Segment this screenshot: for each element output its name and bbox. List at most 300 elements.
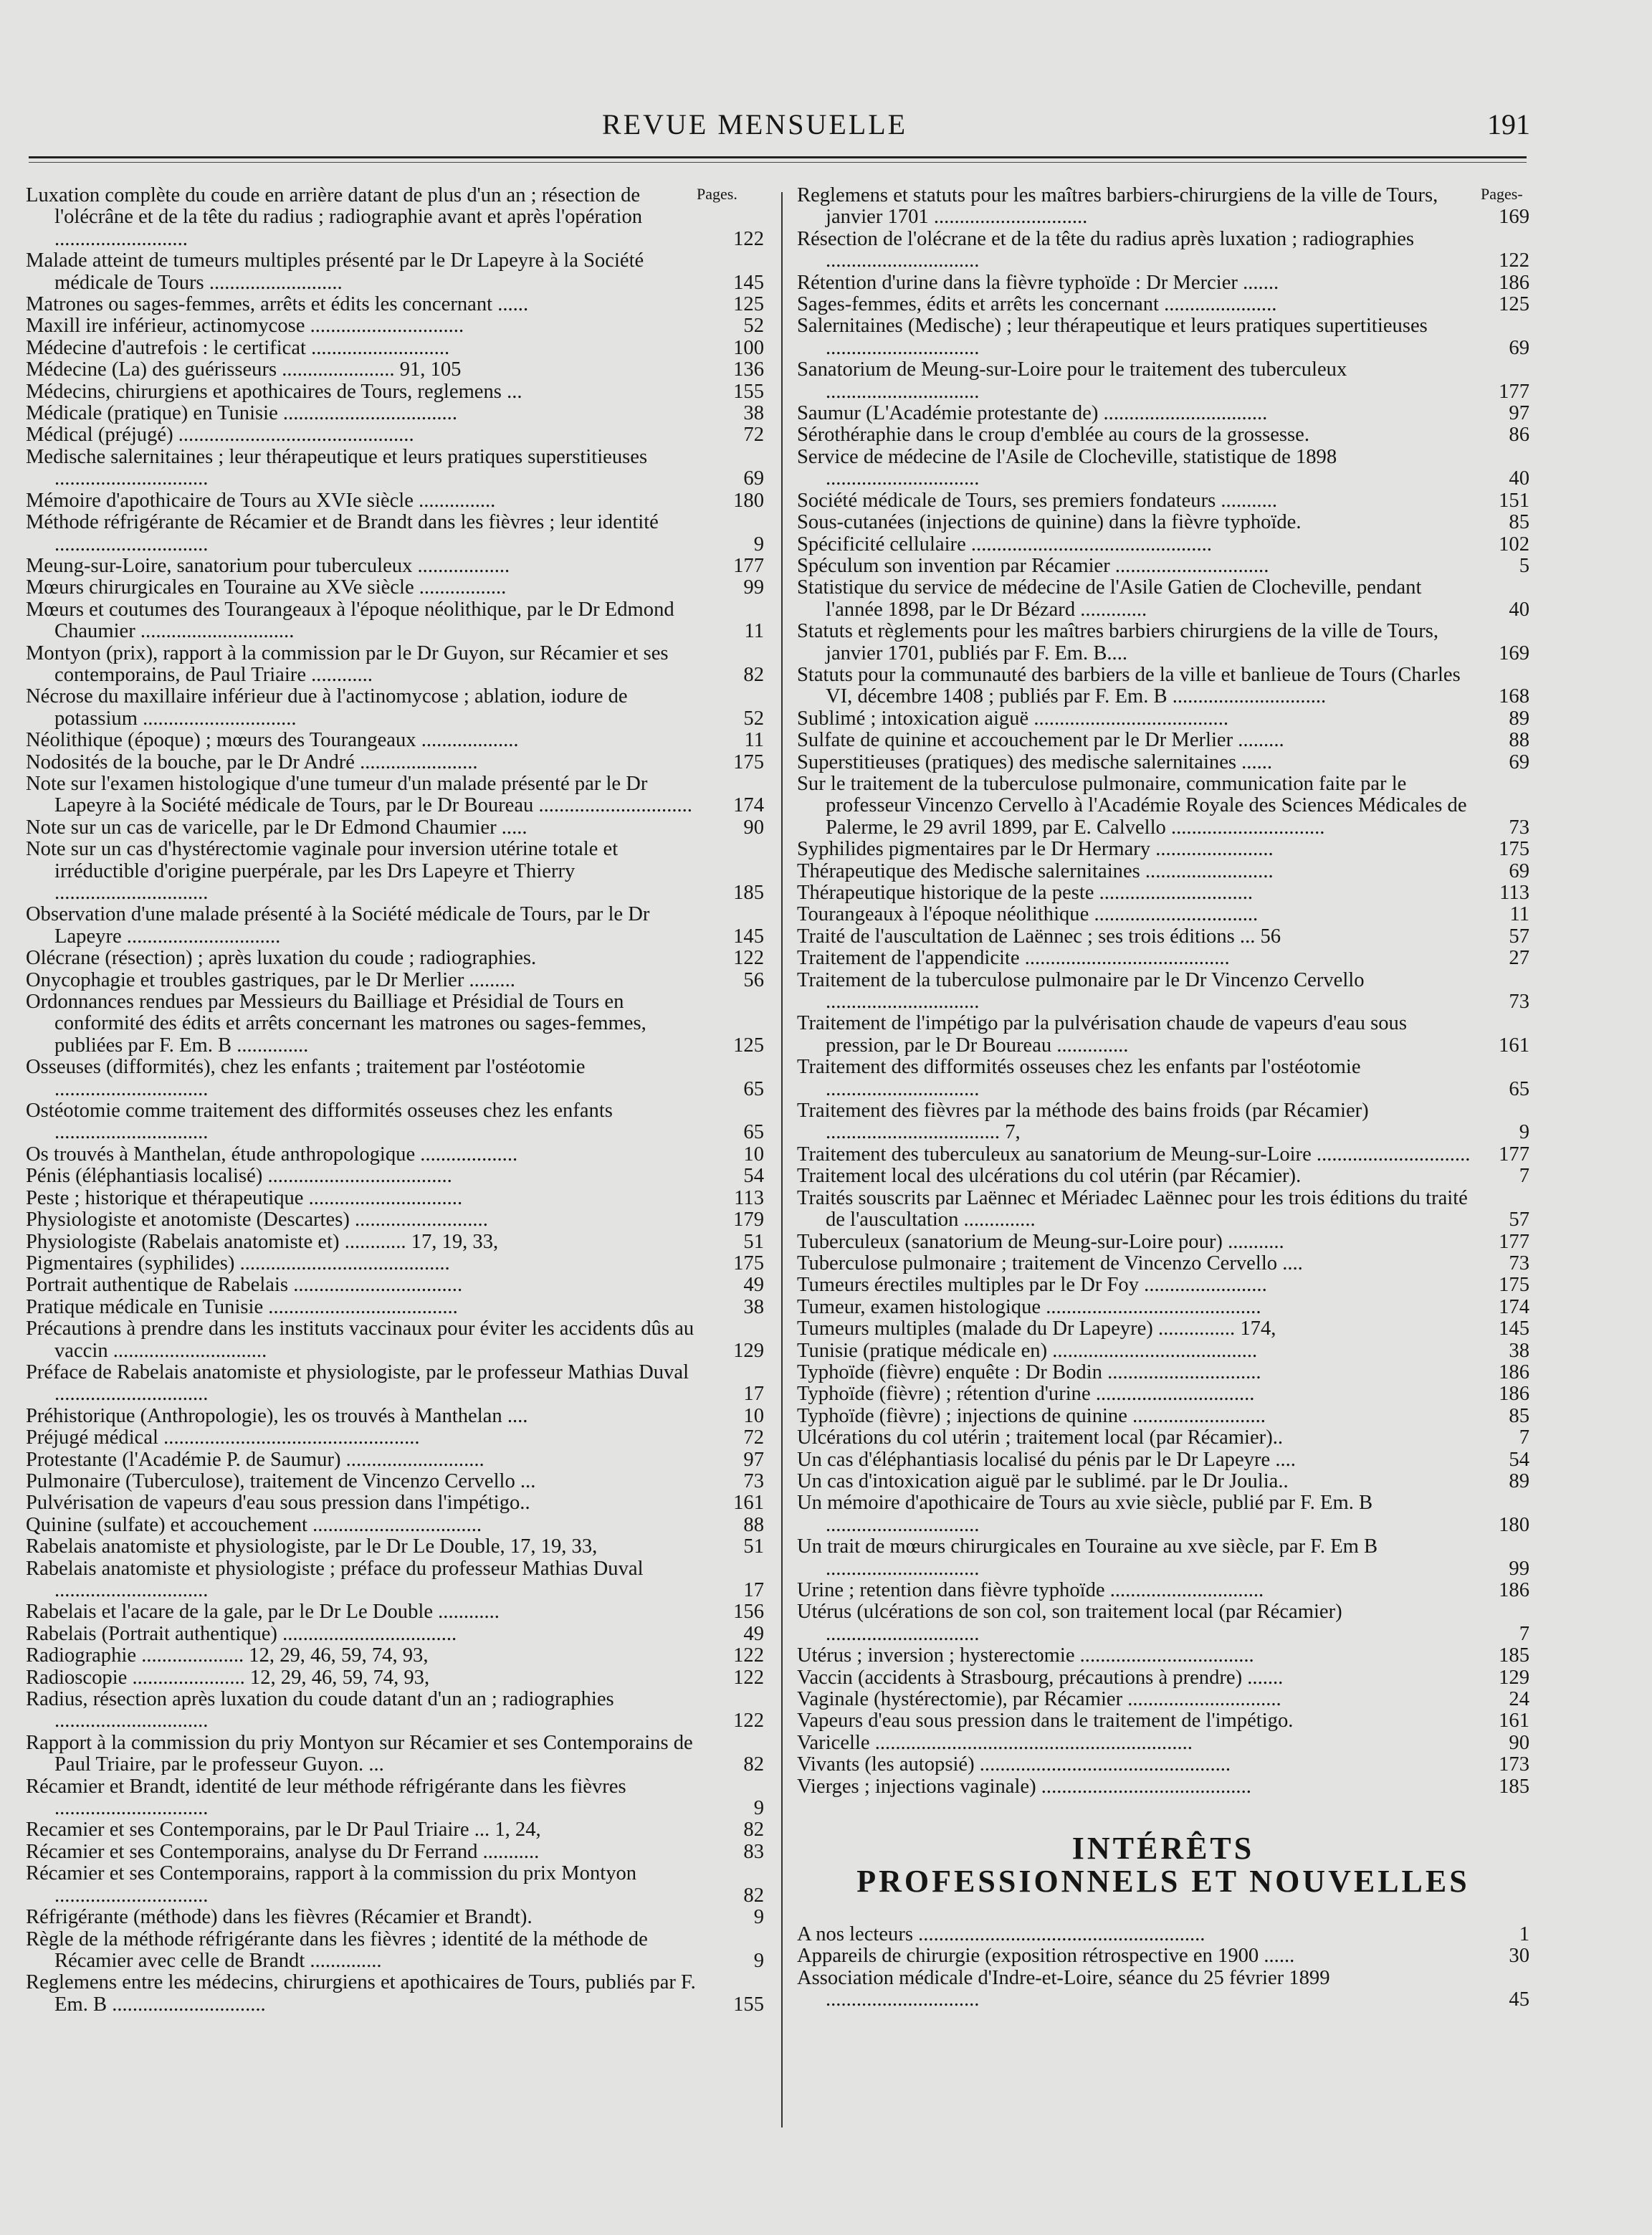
entry-page-number: 49 (743, 1274, 764, 1297)
index-entry (797, 1013, 1529, 1057)
pages-header-right: Pages- (1481, 185, 1523, 203)
index-entry (26, 1427, 764, 1449)
entry-text: Saumur (L'Académie protestante de) ................................ (797, 402, 1268, 425)
index-entry (26, 599, 764, 643)
index-entry (26, 839, 764, 904)
running-head: REVUE MENSUELLE (602, 108, 908, 140)
entry-text: Rabelais et l'acare de la gale, par le Dr Le Double ............ (26, 1601, 500, 1624)
entry-text: Tumeurs multiples (malade du Dr Lapeyre) ............... 174, (797, 1317, 1276, 1340)
entry-page-number: 89 (1509, 707, 1529, 730)
index-entry (797, 1776, 1529, 1798)
index-entry (26, 1057, 764, 1100)
entry-text: A nos lecteurs ........................................................ (797, 1923, 1205, 1946)
entry-text: Rétention d'urine dans la fièvre typhoïde : Dr Mercier ....... (797, 271, 1279, 294)
entry-text: Pénis (éléphantiasis localisé) .................................... (26, 1165, 452, 1188)
entry-page-number: 69 (1509, 750, 1529, 773)
index-entry (26, 1492, 764, 1514)
entry-text: Protestante (l'Académie P. de Saumur) ........................... (26, 1448, 484, 1471)
entry-text: Vaccin (accidents à Strasbourg, précautions à prendre) ....... (797, 1666, 1284, 1689)
entry-page-number: 151 (1499, 489, 1529, 512)
entry-text: Salernitaines (Medische) ; leur thérapeutique et leurs pratiques supertitieuses .............................. (797, 315, 1428, 359)
entry-page-number: 83 (743, 1840, 764, 1863)
entry-page-number: 89 (1509, 1469, 1529, 1492)
index-entry (26, 752, 764, 773)
entry-page-number: 122 (733, 1710, 764, 1733)
index-entry (797, 708, 1529, 730)
entry-page-number: 177 (1499, 1143, 1529, 1166)
entry-text: Récamier et ses Contemporains, analyse du Dr Ferrand ........... (26, 1840, 540, 1863)
entry-page-number: 38 (743, 402, 764, 425)
entry-page-number: 102 (1499, 533, 1529, 556)
entry-page-number: 7 (1519, 1426, 1529, 1449)
entry-text: Physiologiste (Rabelais anatomiste et) ............ 17, 19, 33, (26, 1230, 499, 1253)
entry-page-number: 169 (1499, 642, 1529, 664)
index-entry (26, 1624, 764, 1645)
entry-page-number: 54 (743, 1165, 764, 1188)
index-entry (797, 294, 1529, 315)
entry-page-number: 1 (1519, 1923, 1529, 1946)
entry-text: Préhistorique (Anthropologie), les os trouvés à Manthelan .... (26, 1404, 528, 1427)
entry-page-number: 9 (753, 533, 764, 556)
index-entry (797, 1362, 1529, 1383)
entry-page-number: 7 (1519, 1165, 1529, 1188)
entry-page-number: 100 (733, 336, 764, 359)
index-entry (797, 1945, 1529, 1967)
index-entry (797, 1733, 1529, 1754)
index-column-right (797, 185, 1529, 2011)
entry-text: Rabelais anatomiste et physiologiste, par le Dr Le Double, 17, 19, 33, (26, 1535, 598, 1558)
entry-page-number: 179 (733, 1209, 764, 1231)
entry-text: Rapport à la commission du priy Montyon sur Récamier et ses Contemporains de Paul Triaire, par le professeur Guyon. ... (26, 1731, 693, 1776)
index-entry (797, 1318, 1529, 1340)
index-entry (797, 1340, 1529, 1362)
entry-page-number: 11 (744, 729, 764, 752)
entry-text: Sulfate de quinine et accouchement par le Dr Merlier ......... (797, 729, 1284, 752)
index-entry (797, 664, 1529, 708)
entry-page-number: 180 (1499, 1513, 1529, 1536)
entry-page-number: 161 (1499, 1034, 1529, 1057)
index-entry (797, 730, 1529, 751)
entry-page-number: 88 (743, 1513, 764, 1536)
index-entry (26, 1100, 764, 1144)
entry-page-number: 99 (743, 576, 764, 599)
index-entry (797, 315, 1529, 359)
entry-text: Un trait de mœurs chirurgicales en Touraine au xve siècle, par F. Em B .............................. (797, 1535, 1378, 1580)
index-entry (797, 1144, 1529, 1166)
index-entry (797, 185, 1529, 229)
entry-page-number: 5 (1519, 554, 1529, 577)
entry-text: Pulmonaire (Tuberculose), traitement de Vincenzo Cervello ... (26, 1469, 536, 1492)
entry-page-number: 125 (1499, 293, 1529, 316)
entry-text: Méthode réfrigérante de Récamier et de Brandt dans les fièvres ; leur identité .............................. (26, 511, 659, 556)
entry-text: Portrait authentique de Rabelais ................................. (26, 1274, 463, 1297)
entry-page-number: 113 (734, 1186, 764, 1209)
entry-page-number: 82 (743, 1753, 764, 1776)
index-entry (797, 948, 1529, 969)
entry-text: Néolithique (époque) ; mœurs des Tourangeaux ................... (26, 729, 519, 752)
entry-text: Sages-femmes, édits et arrêts les concernant ...................... (797, 293, 1277, 316)
entry-text: Varicelle .............................................................. (797, 1731, 1193, 1754)
entry-text: Malade atteint de tumeurs multiples présenté par le Dr Lapeyre à la Société médicale de Tours .......................... (26, 249, 644, 294)
index-entry (26, 817, 764, 839)
entry-page-number: 40 (1509, 598, 1529, 621)
entry-page-number: 73 (1509, 816, 1529, 839)
index-entry (26, 1733, 764, 1776)
entry-page-number: 180 (733, 489, 764, 512)
index-entry (26, 1253, 764, 1274)
index-entry (797, 904, 1529, 925)
entry-page-number: 69 (1509, 336, 1529, 359)
index-entry (797, 1449, 1529, 1471)
index-entry (26, 294, 764, 315)
index-entry (797, 424, 1529, 446)
entry-text: Vivants (les autopsié) ................................................. (797, 1753, 1231, 1776)
entry-text: Traitement de la tuberculose pulmonaire par le Dr Vincenzo Cervello .............................. (797, 968, 1365, 1014)
entry-page-number: 17 (743, 1383, 764, 1406)
index-entry (26, 359, 764, 381)
entry-page-number: 185 (1499, 1644, 1529, 1667)
entry-page-number: 65 (743, 1121, 764, 1144)
entry-page-number: 45 (1509, 1988, 1529, 2011)
entry-page-number: 51 (743, 1535, 764, 1558)
index-entry (797, 621, 1529, 664)
entry-text: Typhoïde (fièvre) enquête : Dr Bodin .............................. (797, 1360, 1261, 1383)
index-entry (797, 1253, 1529, 1274)
entry-text: Utérus (ulcérations de son col, son traitement local (par Récamier) .............................. (797, 1601, 1342, 1645)
index-entry (797, 1536, 1529, 1580)
entry-page-number: 24 (1509, 1688, 1529, 1711)
index-entry (797, 1710, 1529, 1732)
index-entry (26, 1863, 764, 1907)
entry-text: Utérus ; inversion ; hysterectomie .................................. (797, 1644, 1254, 1667)
entry-text: Médecins, chirurgiens et apothicaires de Tours, reglemens ... (26, 380, 522, 403)
entry-page-number: 72 (743, 1426, 764, 1449)
entry-text: Observation d'une malade présenté à la Société médicale de Tours, par le Dr Lapeyre .............................. (26, 903, 650, 948)
entry-text: Traitement local des ulcérations du col utérin (par Récamier). (797, 1165, 1302, 1188)
entry-page-number: 122 (733, 1666, 764, 1689)
entry-text: Vapeurs d'eau sous pression dans le traitement de l'impétigo. (797, 1710, 1294, 1733)
index-entry (26, 773, 764, 817)
entry-text: Récamier et ses Contemporains, rapport à la commission du prix Montyon .............................. (26, 1862, 637, 1907)
index-entry (26, 1972, 764, 2016)
entry-text: Radiographie .................... 12, 29, 46, 59, 74, 93, (26, 1644, 429, 1667)
entry-text: Osseuses (difformités), chez les enfants ; traitement par l'ostéotomie .............................. (26, 1056, 586, 1100)
entry-page-number: 7 (1519, 1622, 1529, 1645)
entry-text: Radioscopie ...................... 12, 29, 46, 59, 74, 93, (26, 1666, 430, 1689)
entry-text: Nécrose du maxillaire inférieur due à l'actinomycose ; ablation, iodure de potassium .............................. (26, 685, 628, 730)
index-entry (797, 839, 1529, 860)
index-entry (26, 447, 764, 490)
entry-page-number: 145 (733, 271, 764, 294)
section-title-line2: PROFESSIONNELS ET NOUVELLES (856, 1864, 1470, 1900)
entry-text: Superstitieuses (pratiques) des medische salernitaines ...... (797, 750, 1273, 773)
index-entry (797, 1297, 1529, 1318)
entry-text: Un mémoire d'apothicaire de Tours au xvie siècle, publié par F. Em. B .............................. (797, 1492, 1373, 1536)
entry-text: Tunisie (pratique médicale en) ........................................ (797, 1339, 1258, 1362)
entry-text: Luxation complète du coude en arrière datant de plus d'un an ; résection de l'olécrâne et de la tête du radius ; radiographie avant et après l'opération .......................... (26, 184, 643, 250)
entry-text: Ostéotomie comme traitement des difformités osseuses chez les enfants .............................. (26, 1100, 613, 1144)
entry-text: Sous-cutanées (injections de quinine) dans la fièvre typhoïde. (797, 511, 1302, 534)
entry-text: Olécrane (résection) ; après luxation du coude ; radiographies. (26, 947, 537, 970)
index-entry (26, 512, 764, 556)
index-entry (26, 904, 764, 948)
index-entry (797, 1754, 1529, 1776)
entry-page-number: 86 (1509, 424, 1529, 447)
entry-page-number: 82 (743, 1884, 764, 1907)
index-entry (26, 1144, 764, 1166)
entry-page-number: 69 (743, 467, 764, 490)
entry-text: Tumeur, examen histologique .......................................... (797, 1295, 1261, 1318)
entry-text: Maxill ire inférieur, actinomycose .............................. (26, 315, 464, 338)
index-entry (797, 1383, 1529, 1405)
pages-header-left: Pages. (697, 185, 737, 203)
entry-page-number: 65 (1509, 1077, 1529, 1100)
entry-page-number: 145 (1499, 1317, 1529, 1340)
entry-text: Médecine d'autrefois : le certificat ........................... (26, 336, 450, 359)
entry-page-number: 169 (1499, 206, 1529, 229)
entry-text: Reglemens entre les médecins, chirurgiens et apothicaires de Tours, publiés par F. Em. B .............................. (26, 1971, 696, 2016)
index-entry (26, 424, 764, 446)
entry-page-number: 56 (743, 968, 764, 991)
entry-text: Peste ; historique et thérapeutique .............................. (26, 1186, 463, 1209)
index-entry (26, 315, 764, 337)
entry-text: Syphilides pigmentaires par le Dr Hermary ....................... (797, 838, 1274, 861)
entry-text: Sérothéraphie dans le croup d'emblée au cours de la grossesse. (797, 424, 1309, 447)
entry-page-number: 186 (1499, 271, 1529, 294)
entry-page-number: 99 (1509, 1557, 1529, 1580)
index-entry (797, 882, 1529, 904)
entry-page-number: 9 (753, 1906, 764, 1929)
index-entry (26, 1841, 764, 1863)
entry-page-number: 173 (1499, 1753, 1529, 1776)
index-entry (797, 970, 1529, 1014)
entry-text: Mœurs et coutumes des Tourangeaux à l'époque néolithique, par le Dr Edmond Chaumier .............................. (26, 598, 674, 643)
index-entry (797, 577, 1529, 621)
entry-page-number: 122 (1499, 249, 1529, 272)
index-entry (26, 577, 764, 599)
entry-text: Résection de l'olécrane et de la tête du radius après luxation ; radiographies .............................. (797, 227, 1415, 272)
entry-page-number: 40 (1509, 467, 1529, 490)
entry-page-number: 168 (1499, 685, 1529, 708)
index-entry (797, 403, 1529, 424)
entry-text: Rabelais anatomiste et physiologiste ; préface du professeur Mathias Duval .............................. (26, 1557, 644, 1601)
index-entry (26, 1166, 764, 1187)
entry-text: Vierges ; injections vaginale) ......................................... (797, 1775, 1251, 1798)
entry-page-number: 129 (733, 1339, 764, 1362)
entry-text: Traitement de l'impétigo par la pulvérisation chaude de vapeurs d'eau sous pression, par le Dr Boureau .............. (797, 1012, 1407, 1057)
entry-page-number: 185 (1499, 1775, 1529, 1798)
entry-page-number: 125 (733, 293, 764, 316)
entry-page-number: 155 (733, 1993, 764, 2016)
index-entry (797, 556, 1529, 577)
entry-text: Medische salernitaines ; leur thérapeutique et leurs pratiques superstitieuses .............................. (26, 445, 648, 490)
entry-text: Préjugé médical .................................................. (26, 1426, 420, 1449)
entry-page-number: 73 (1509, 991, 1529, 1014)
index-entry (26, 1536, 764, 1558)
entry-page-number: 129 (1499, 1666, 1529, 1689)
entry-text: Statistique du service de médecine de l'Asile Gatien de Clocheville, pendant l'année 1898, par le Dr Bézard ............. (797, 576, 1422, 621)
entry-text: Note sur un cas de varicelle, par le Dr Edmond Chaumier ..... (26, 816, 527, 839)
entry-text: Thérapeutique historique de la peste .............................. (797, 882, 1254, 904)
entry-text: Urine ; retention dans fièvre typhoïde .............................. (797, 1579, 1264, 1601)
entry-text: Pratique médicale en Tunisie ..................................... (26, 1295, 458, 1318)
entry-text: Sublimé ; intoxication aiguë ...................................... (797, 707, 1229, 730)
index-entry (797, 926, 1529, 948)
index-entry (797, 1166, 1529, 1187)
entry-text: Préface de Rabelais anatomiste et physiologiste, par le professeur Mathias Duval .............................. (26, 1360, 689, 1406)
index-entry (26, 1318, 764, 1362)
index-entry (797, 1601, 1529, 1645)
entry-page-number: 10 (743, 1143, 764, 1166)
index-entry (26, 643, 764, 687)
entry-text: Mœurs chirurgicales en Touraine au XVe siècle ................. (26, 576, 507, 599)
index-entry (797, 1274, 1529, 1296)
index-entry (797, 1471, 1529, 1492)
entry-text: Traitement de l'appendicite ........................................ (797, 947, 1230, 970)
index-entry (797, 447, 1529, 490)
index-entry (26, 686, 764, 730)
index-entry (797, 861, 1529, 882)
entry-page-number: 82 (743, 1819, 764, 1841)
entry-text: Tumeurs érectiles multiples par le Dr Foy ........................ (797, 1274, 1267, 1297)
entry-page-number: 177 (1499, 380, 1529, 403)
index-entry (26, 1297, 764, 1318)
entry-text: Précautions à prendre dans les instituts vaccinaux pour éviter les accidents dûs au vaccin .............................. (26, 1317, 694, 1362)
index-entry (26, 1209, 764, 1231)
index-column-left (26, 185, 764, 2016)
entry-page-number: 9 (753, 1797, 764, 1820)
index-entry (26, 1776, 764, 1820)
entry-page-number: 186 (1499, 1360, 1529, 1383)
entry-text: Réfrigérante (méthode) dans les fièvres (Récamier et Brandt). (26, 1906, 533, 1929)
index-entry (26, 381, 764, 403)
entry-page-number: 54 (1509, 1448, 1529, 1471)
entry-text: Ulcérations du col utérin ; traitement local (par Récamier).. (797, 1426, 1284, 1449)
entry-text: Nodosités de la bouche, par le Dr André ....................... (26, 750, 478, 773)
entry-text: Vaginale (hystérectomie), par Récamier .............................. (797, 1688, 1281, 1711)
entry-page-number: 17 (743, 1579, 764, 1601)
entry-page-number: 177 (1499, 1230, 1529, 1253)
index-entry (26, 1907, 764, 1928)
index-entry (26, 948, 764, 969)
index-entry (797, 1427, 1529, 1449)
entry-page-number: 85 (1509, 511, 1529, 534)
entry-text: Traitement des difformités osseuses chez les enfants par l'ostéotomie .............................. (797, 1056, 1361, 1100)
index-entry (26, 1231, 764, 1253)
entry-page-number: 186 (1499, 1579, 1529, 1601)
entry-text: Spécificité cellulaire ............................................... (797, 533, 1212, 556)
entry-text: Physiologiste et anotomiste (Descartes) .......................... (26, 1209, 488, 1231)
entry-text: Tuberculeux (sanatorium de Meung-sur-Loire pour) ........... (797, 1230, 1284, 1253)
entry-text: Matrones ou sages-femmes, arrêts et édits les concernant ...... (26, 293, 529, 316)
entry-page-number: 73 (1509, 1252, 1529, 1274)
entry-text: Note sur un cas d'hystérectomie vaginale pour inversion utérine totale et irréductible d'origine puerpérale, par les Drs Lapeyre et Thierry .............................. (26, 838, 619, 904)
entry-page-number: 175 (1499, 838, 1529, 861)
entry-page-number: 38 (1509, 1339, 1529, 1362)
entry-page-number: 65 (743, 1077, 764, 1100)
index-entry (797, 1924, 1529, 1945)
index-entry (26, 338, 764, 359)
index-entry (26, 1515, 764, 1536)
index-entry (797, 1492, 1529, 1536)
entry-text: Médecine (La) des guérisseurs ...................... 91, 105 (26, 358, 462, 381)
entry-page-number: 175 (733, 750, 764, 773)
entry-page-number: 51 (743, 1230, 764, 1253)
index-entry (26, 1929, 764, 1973)
index-entry (797, 1645, 1529, 1667)
entry-page-number: 72 (743, 424, 764, 447)
index-entry (797, 1057, 1529, 1100)
entry-text: Récamier et Brandt, identité de leur méthode réfrigérante dans les fièvres .............................. (26, 1775, 626, 1820)
column-divider (781, 192, 783, 2127)
entry-page-number: 27 (1509, 947, 1529, 970)
index-entry (797, 1231, 1529, 1253)
entry-page-number: 52 (743, 707, 764, 730)
entry-text: Tuberculose pulmonaire ; traitement de Vincenzo Cervello .... (797, 1252, 1303, 1274)
index-column-right-entries (797, 185, 1529, 1798)
entry-page-number: 57 (1509, 1209, 1529, 1231)
entry-page-number: 11 (1509, 903, 1529, 926)
index-entry (797, 272, 1529, 294)
entry-text: Traitement des fièvres par la méthode des bains froids (par Récamier) .................................. 7, (797, 1100, 1369, 1144)
header-rule (29, 156, 1527, 158)
entry-text: Association médicale d'Indre-et-Loire, séance du 25 février 1899 .............................. (797, 1966, 1330, 2011)
entry-page-number: 174 (1499, 1295, 1529, 1318)
index-entry (26, 1449, 764, 1471)
entry-text: Statuts pour la communauté des barbiers de la ville et banlieue de Tours (Charles VI, décembre 1408 ; publiés par F. Em. B .............................. (797, 663, 1461, 708)
entry-text: Traités souscrits par Laënnec et Mériadec Laënnec pour les trois éditions du traité de l'auscultation .............. (797, 1186, 1468, 1231)
entry-page-number: 122 (733, 1644, 764, 1667)
index-entry (26, 1406, 764, 1427)
index-entry (26, 1362, 764, 1406)
entry-page-number: 175 (1499, 1274, 1529, 1297)
index-entry (26, 250, 764, 294)
entry-text: Pulvérisation de vapeurs d'eau sous pression dans l'impétigo.. (26, 1492, 530, 1515)
entry-page-number: 10 (743, 1404, 764, 1427)
entry-page-number: 49 (743, 1622, 764, 1645)
index-entry (797, 1667, 1529, 1689)
entry-text: Un cas d'éléphantiasis localisé du pénis par le Dr Lapeyre .... (797, 1448, 1296, 1471)
entry-page-number: 122 (733, 947, 764, 970)
entry-page-number: 57 (1509, 925, 1529, 948)
index-entry (26, 730, 764, 751)
entry-page-number: 161 (733, 1492, 764, 1515)
index-entry (797, 229, 1529, 272)
index-entry (26, 1819, 764, 1841)
section-title-line1: INTÉRÊTS (1071, 1831, 1255, 1867)
section-entries (797, 1924, 1529, 2011)
index-entry (26, 970, 764, 991)
entry-page-number: 9 (1519, 1121, 1529, 1144)
entry-text: Traité de l'auscultation de Laënnec ; ses trois éditions ... 56 (797, 925, 1281, 948)
entry-text: Médicale (pratique) en Tunisie .................................. (26, 402, 457, 425)
index-entry (797, 1188, 1529, 1231)
entry-text: Note sur l'examen histologique d'une tumeur d'un malade présenté par le Dr Lapeyre à la Société médicale de Tours, par le Dr Boureau .............................. (26, 772, 692, 817)
entry-text: Typhoïde (fièvre) ; rétention d'urine ............................... (797, 1383, 1255, 1406)
index-entry (26, 1645, 764, 1667)
entry-page-number: 38 (743, 1295, 764, 1318)
entry-text: Montyon (prix), rapport à la commission par le Dr Guyon, sur Récamier et ses contemporains, de Paul Triaire ............ (26, 642, 669, 686)
entry-page-number: 97 (743, 1448, 764, 1471)
entry-page-number: 9 (753, 1949, 764, 1972)
entry-text: Thérapeutique des Medische salernitaines ......................... (797, 859, 1274, 882)
index-entry (26, 1188, 764, 1209)
entry-page-number: 90 (743, 816, 764, 839)
entry-page-number: 125 (733, 1034, 764, 1057)
entry-page-number: 174 (733, 794, 764, 817)
index-entry (26, 1558, 764, 1602)
entry-page-number: 175 (733, 1252, 764, 1274)
